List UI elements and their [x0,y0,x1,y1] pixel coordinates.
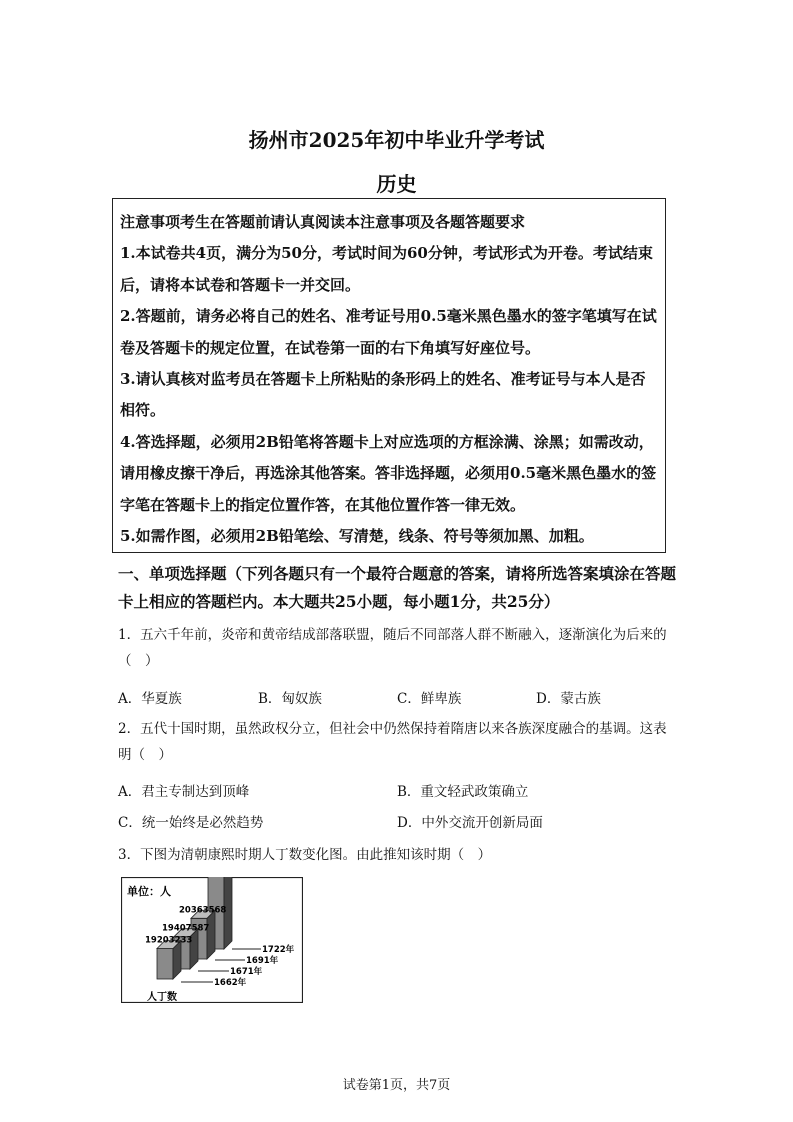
question-2-stem: 2．五代十国时期，虽然政权分立，但社会中仍然保持着隋唐以来各族深度融合的基调。这表明（ ） [118,721,667,763]
section-heading: 一、单项选择题（下列各题只有一个最符合题意的答案，请将所选答案填涂在答题卡上相应的答题栏内。本大题共25小题，每小题1分，共25分） [118,564,677,611]
chart-xlabel: 人丁数 [147,992,177,1003]
question-1-option-d: D．蒙古族 [536,691,601,707]
chart-title: 单位：人 [127,885,171,898]
notice-item: 5.如需作图，必须用2B铅笔绘、写清楚，线条、符号等须加黑、加粗。 [120,527,594,546]
question-2-option-c: C．统一始终是必然趋势 [118,815,264,831]
notice-item: 2.答题前，请务必将自己的姓名、准考证号用0.5毫米黑色墨水的签字笔填写在试卷及答题卡的规定位置，在试卷第一面的右下角填写好座位号。 [120,307,657,357]
year-label: 1691年 [246,956,279,966]
subject-title: 历史 [376,172,417,196]
question-1-stem: 1．五六千年前，炎帝和黄帝结成部落联盟，随后不同部落人群不断融入，逐渐演化为后来的（ ） [118,627,667,669]
bar-value-label: 19203233 [145,935,193,946]
notice-box [112,198,666,553]
population-bar [157,940,181,979]
year-label: 1722年 [262,945,295,955]
bar-value-label: 19407587 [162,923,210,934]
population-chart [121,877,303,1003]
notice-heading: 注意事项考生在答题前请认真阅读本注意事项及各题答题要求 [120,213,526,231]
question-1-option-b: B．匈奴族 [258,691,322,707]
question-2-option-b: B．重文轻武政策确立 [397,784,529,800]
bar-value-label: 20363568 [179,905,227,916]
year-label: 1662年 [214,978,247,988]
question-2-option-d: D．中外交流开创新局面 [397,815,543,831]
year-label: 1671年 [230,967,263,977]
notice-item: 3.请认真核对监考员在答题卡上所粘贴的条形码上的姓名、准考证号与本人是否相符。 [120,370,646,420]
question-3-stem: 3．下图为清朝康熙时期人丁数变化图。由此推知该时期（ ） [118,847,492,863]
notice-item: 4.答选择题，必须用2B铅笔将答题卡上对应选项的方框涂满、涂黑；如需改动，请用橡皮擦干净后，再选涂其他答案。答非选择题，必须用0.5毫米黑色墨水的签字笔在答题卡上的指定位置作答，在其他位置作答一律无效。 [120,432,657,514]
question-1-option-c: C．鲜卑族 [397,691,462,707]
page-footer: 试卷第1页，共7页 [342,1078,451,1093]
question-1-option-a: A．华夏族 [118,691,182,707]
question-2-option-a: A．君主专制达到顶峰 [118,784,250,800]
exam-title: 扬州市2025年初中毕业升学考试 [248,128,545,152]
notice-item: 1.本试卷共4页，满分为50分，考试时间为60分钟，考试形式为开卷。考试结束后，请将本试卷和答题卡一并交回。 [120,244,653,294]
